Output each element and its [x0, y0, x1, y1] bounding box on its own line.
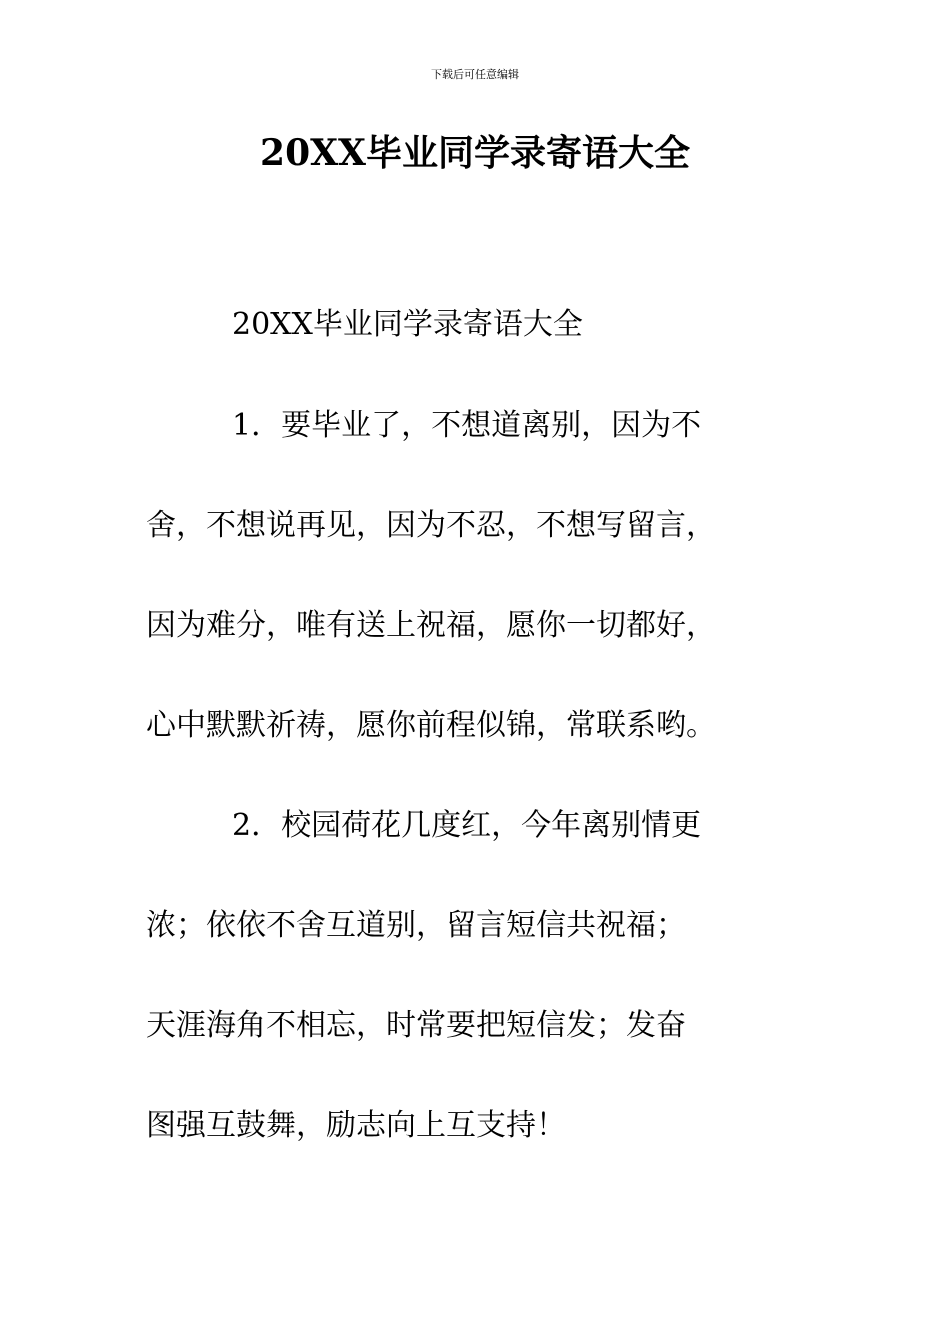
header-note: 下载后可任意编辑: [431, 68, 519, 81]
paragraph-1-line: 因为难分，唯有送上祝福，愿你一切都好，: [146, 608, 716, 643]
paragraph-1: [146, 376, 806, 776]
paragraph-1-line: 1．要毕业了，不想道离别，因为不: [232, 408, 702, 443]
paragraph-2-line: 浓；依依不舍互道别，留言短信共祝福；: [146, 908, 686, 943]
paragraph-1-line: 心中默默祈祷，愿你前程似锦，常联系哟。: [146, 708, 716, 743]
paragraph-2-line: 2．校园荷花几度红，今年离别情更: [232, 808, 702, 843]
paragraph-2-line: 图强互鼓舞，励志向上互支持！: [146, 1108, 566, 1143]
paragraph-1-line: 舍，不想说再见，因为不忍，不想写留言，: [146, 508, 716, 543]
document-subtitle: 20XX毕业同学录寄语大全: [232, 307, 583, 342]
document-title: 20XX毕业同学录寄语大全: [260, 132, 690, 174]
paragraph-2-line: 天涯海角不相忘，时常要把短信发；发奋: [146, 1008, 686, 1043]
paragraph-2: [146, 776, 806, 1176]
